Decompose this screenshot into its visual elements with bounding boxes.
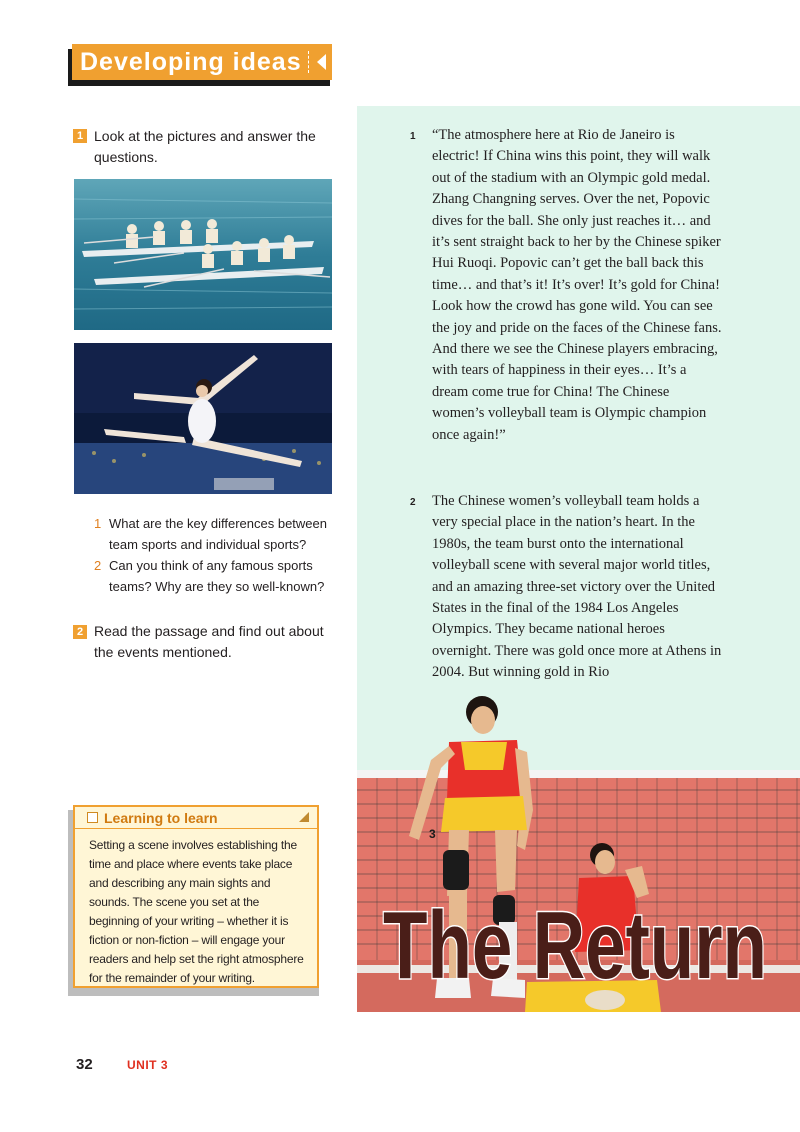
passage-title: The Return [383,892,767,999]
volleyball-photo [357,690,800,1012]
learning-box-body: Setting a scene involves establishing the time and place where events take place and describing any main sights and sounds. The scene you set at the beginning of your writing – whether it is fiction or non-fiction – will engage your readers and help set the right atmosphere for the remainder of your writing. [89,838,304,985]
rowing-photo [74,179,332,330]
question-number: 2 [94,558,102,573]
checkbox-square-icon [87,812,98,823]
corner-triangle-icon [299,812,309,822]
section-title: Developing ideas [80,47,302,76]
learning-box-header [75,807,317,829]
jersey-number: 3 [429,827,436,841]
learning-box-title: Learning to learn [104,809,218,826]
task-2-instruction: Read the passage and find out about the events mentioned. [94,623,324,660]
paragraph-1-number: 1 [410,131,416,142]
paragraph-2-number: 2 [410,497,416,508]
question-number: 1 [94,516,102,531]
unit-label: UNIT 3 [127,1058,169,1072]
paragraph-1: “The atmosphere here at Rio de Janeiro is electric! If China wins this point, they will walk out of the stadium with an Olympic gold medal. Zhang Changning serves. Over the net, Popovic dives for the ball. She only just reaches it… and it’s sent straight back to her by the Chinese spiker Hui Ruoqi. Popovic can’t get the ball back this time… and that’s it! It’s over! It’s gold for China! Look how the crowd has gone wild. You can see the joy and pride on the faces of the Chinese fans. And there we see the Chinese players embracing, with tears of happiness in their eyes… It’s a dream come true for China! The Chinese women’s volleyball team is Olympic champion once again!” [432,127,722,443]
gymnastics-photo [74,343,332,494]
task-2-number: 2 [73,625,87,639]
section-banner [72,44,332,80]
question-text: Can you think of any famous sports teams? Why are they so well-known? [109,558,325,594]
paragraph-2: The Chinese women’s volleyball team holds a very special place in the nation’s heart. In the 1980s, the team burst onto the international volleyball scene with several major world titles, and an amazing three-set victory over the United States in the final of the 1984 Los Angeles Olympics. They became national heroes overnight. There was gold once more at Athens in 2004. But winning gold in Rio [432,493,722,681]
learning-to-learn-box [73,805,319,988]
question-text: What are the key differences between team sports and individual sports? [109,516,327,552]
task-1-number: 1 [73,129,87,143]
question-list [94,513,344,597]
task-1-instruction: Look at the pictures and answer the questions. [94,128,316,165]
banner-divider [308,51,309,73]
page-number: 32 [76,1056,93,1073]
triangle-left-icon [317,54,326,70]
question-item [94,513,344,555]
question-item [94,555,344,597]
